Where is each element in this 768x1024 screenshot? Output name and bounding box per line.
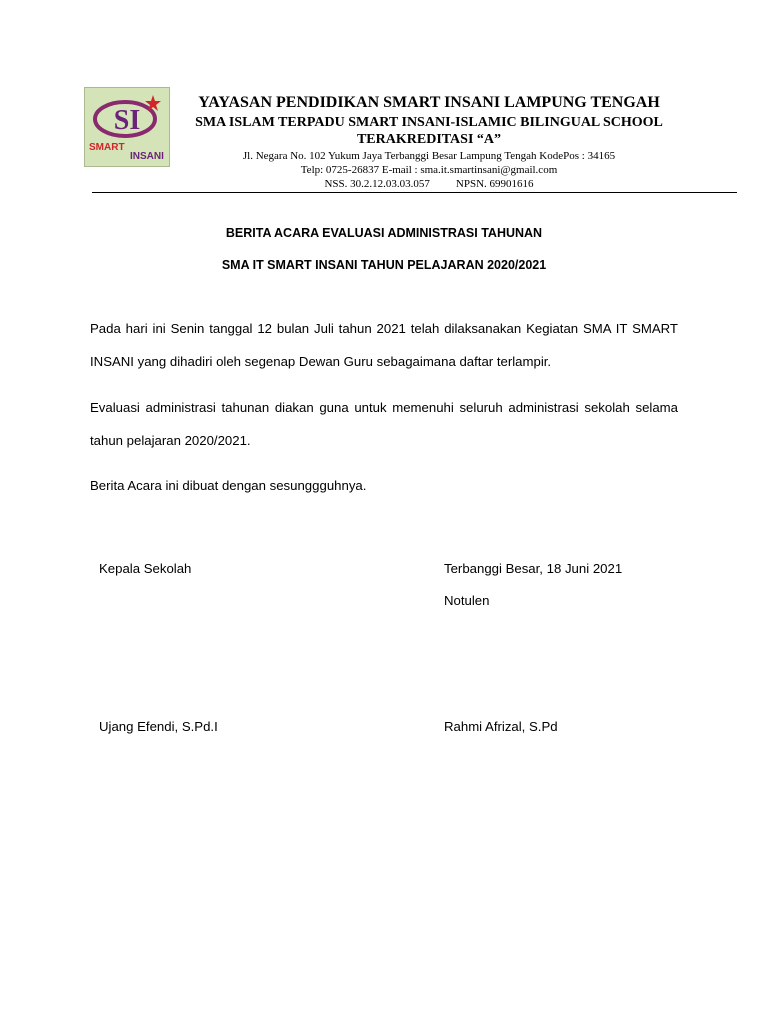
foundation-name: YAYASAN PENDIDIKAN SMART INSANI LAMPUNG TENGAH (198, 94, 660, 111)
body-paragraph-2: Evaluasi administrasi tahunan diakan guna untuk memenuhi seluruh administrasi sekolah selama tahun pelajaran 2020/2021. (90, 400, 678, 448)
letterhead-divider (92, 192, 737, 193)
body-paragraph-3: Berita Acara ini dibuat dengan sesunggguhnya. (90, 478, 367, 493)
contact: Telp: 0725-26837 E-mail : sma.it.smartinsani@gmail.com (300, 164, 558, 176)
logo-mark: SI (113, 105, 141, 136)
signature-right-role: Notulen (444, 593, 490, 608)
signature-place-date: Terbanggi Besar, 18 Juni 2021 (444, 561, 623, 576)
nss-number: NSS. 30.2.12.03.03.057 (324, 178, 430, 190)
body-paragraph-1: Pada hari ini Senin tanggal 12 bulan Juli tahun 2021 telah dilaksanakan Kegiatan SMA IT SMART INSANI yang dihadiri oleh segenap Dewan Guru sebagaimana daftar terlampir. (90, 321, 678, 369)
school-logo (84, 87, 170, 167)
accreditation: TERAKREDITASI “A” (356, 132, 502, 147)
address: Jl. Negara No. 102 Yukum Jaya Terbanggi Besar Lampung Tengah KodePos : 34165 (242, 150, 616, 162)
document-title: BERITA ACARA EVALUASI ADMINISTRASI TAHUNAN (225, 226, 543, 240)
school-name: SMA ISLAM TERPADU SMART INSANI-ISLAMIC BILINGUAL SCHOOL (195, 115, 663, 130)
signature-right-name: Rahmi Afrizal, S.Pd (444, 719, 558, 734)
smart-insani-logo-icon (85, 88, 169, 166)
npsn-number: NPSN. 69901616 (455, 178, 534, 190)
signature-left-name: Ujang Efendi, S.Pd.I (99, 719, 218, 734)
registration-numbers (186, 177, 672, 191)
signature-left-role: Kepala Sekolah (99, 561, 192, 576)
letterhead-text (186, 93, 672, 191)
logo-line2: INSANI (130, 151, 164, 162)
logo-line1: SMART (89, 142, 125, 153)
document-subtitle: SMA IT SMART INSANI TAHUN PELAJARAN 2020/2021 (221, 258, 547, 272)
